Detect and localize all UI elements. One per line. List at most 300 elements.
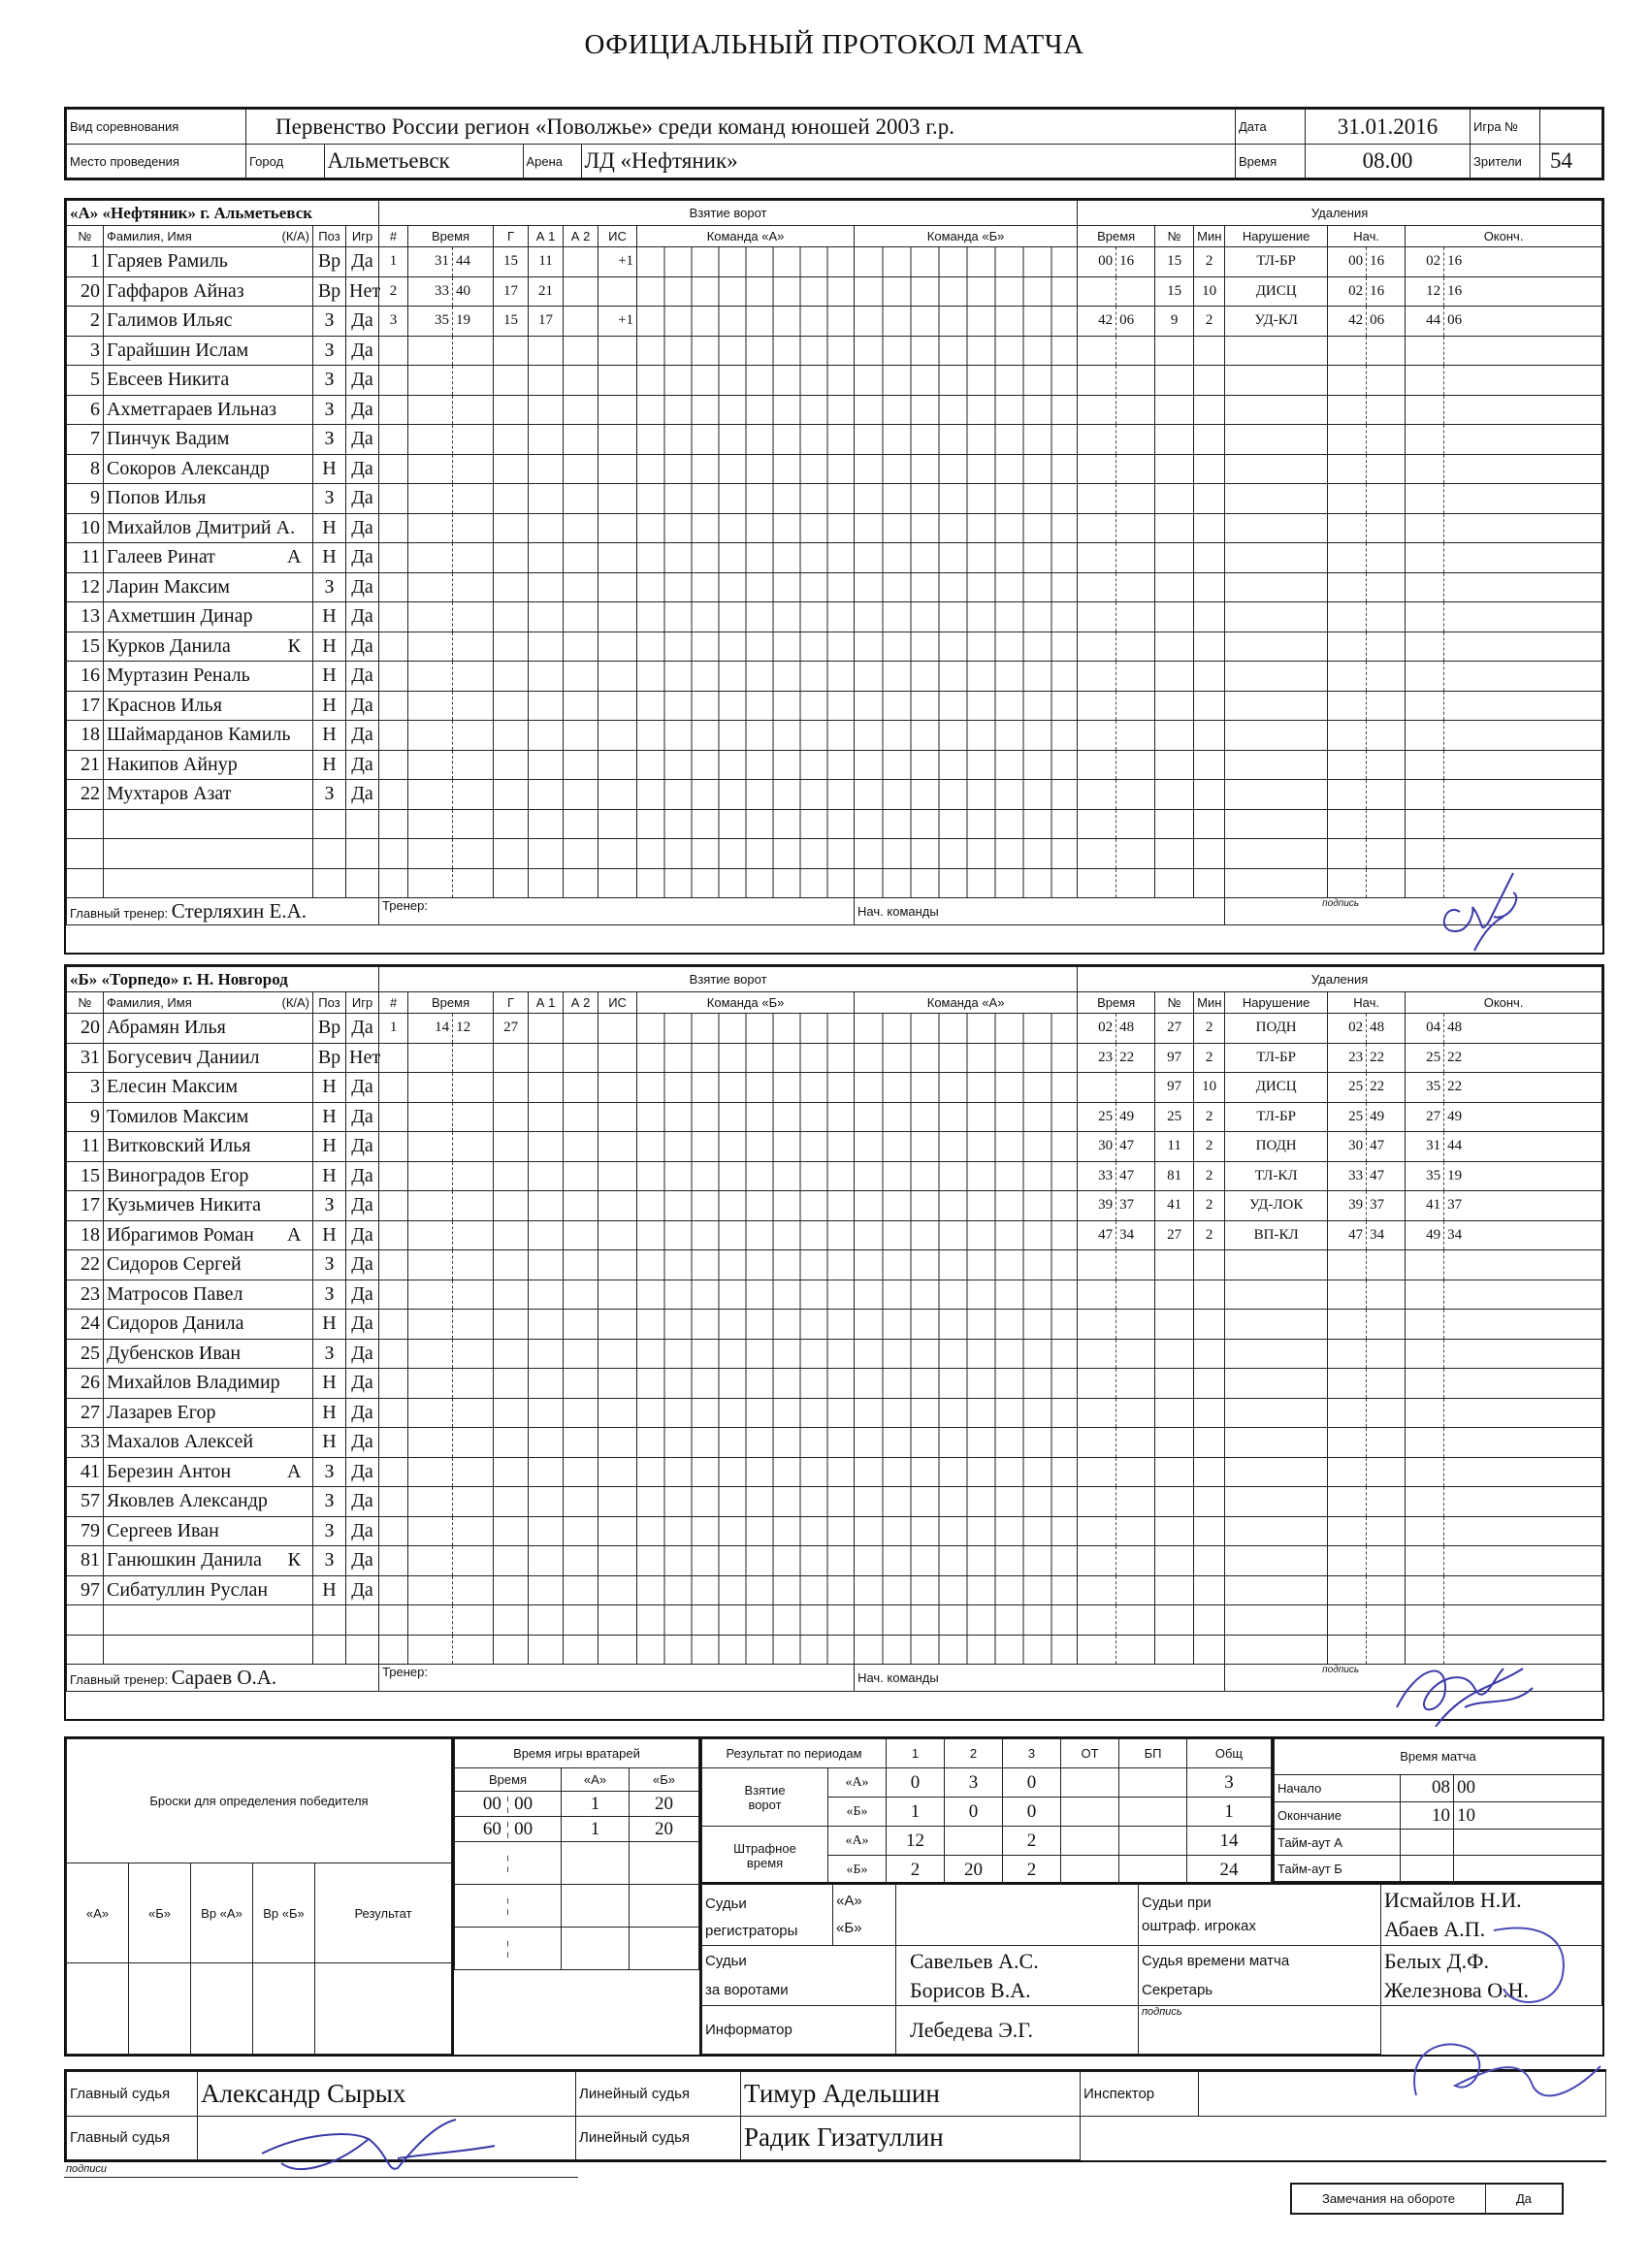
goal-minute: 31 — [408, 247, 453, 277]
team-a-row — [67, 425, 1602, 455]
periods-title: Результат по периодам — [702, 1739, 887, 1768]
team-a-team-chief: Нач. команды — [855, 898, 1225, 925]
player-name: Сокоров Александр — [104, 454, 276, 484]
penalty-end-sec: 22 — [1444, 1073, 1602, 1103]
player-played: Да — [346, 602, 379, 632]
total-label: Общ — [1187, 1739, 1272, 1768]
player-played: Да — [346, 1575, 379, 1605]
penalty-end-min: 35 — [1406, 1161, 1444, 1191]
player-name: Галимов Ильяс — [104, 307, 276, 337]
team-a-row — [67, 366, 1602, 396]
col-name — [104, 226, 313, 247]
gk-a-label: «А» — [562, 1768, 630, 1792]
penalty-second: 22 — [1116, 1043, 1155, 1073]
player-role — [276, 484, 313, 514]
player-role — [276, 454, 313, 484]
penalty-minutes: 10 — [1194, 1073, 1225, 1103]
team-a-row — [67, 721, 1602, 751]
player-name: Елесин Максим — [104, 1073, 276, 1103]
player-position: З — [313, 425, 346, 455]
player-role — [276, 1043, 313, 1073]
penA-row-label — [702, 1827, 828, 1885]
penalty-second: 34 — [1116, 1220, 1155, 1250]
player-played: Да — [346, 1250, 379, 1280]
penalty-minutes: 2 — [1194, 1102, 1225, 1132]
player-role — [276, 691, 313, 721]
penalty-minutes: 2 — [1194, 1014, 1225, 1044]
period-value: 14 — [1187, 1827, 1272, 1856]
penalty-second: 06 — [1116, 307, 1155, 337]
player-position: З — [313, 1516, 346, 1546]
goal-scorer: 27 — [494, 1014, 529, 1044]
player-number: 17 — [67, 1191, 104, 1221]
player-name: Ибрагимов Роман — [104, 1220, 276, 1250]
notes-label: Замечания на обороте — [1292, 2185, 1486, 2214]
arena-value: ЛД «Нефтяник» — [584, 148, 738, 173]
penalty-minute: 42 — [1078, 307, 1116, 337]
col-assist-2: А 2 — [564, 226, 598, 247]
gk-row-minute: 60 — [482, 1818, 501, 1839]
col-number: № — [67, 992, 104, 1014]
shootout-title: Броски для определения победителя — [67, 1739, 452, 1863]
gk-time-label: Время — [455, 1768, 562, 1792]
registrar-b-label: «Б» — [836, 1920, 862, 1936]
col-goal-time: Время — [408, 992, 494, 1014]
player-position: Н — [313, 513, 346, 543]
linesman-label-1: Линейный судья — [576, 2072, 741, 2117]
player-name: Ахметгараев Ильназ — [104, 395, 276, 425]
penalty-start-min: 47 — [1328, 1220, 1367, 1250]
player-role — [276, 1014, 313, 1044]
team-a-row — [67, 780, 1602, 810]
end-minute: 10 — [1454, 1801, 1602, 1829]
registrar-label-2: регистраторы — [705, 1923, 798, 1939]
gk-row-second: 00 — [514, 1818, 534, 1839]
game-number-value — [1540, 110, 1602, 145]
penalty-start-min: 02 — [1328, 1014, 1367, 1044]
team-b-title: «Б» «Торпедо» г. Н. Новгород — [67, 967, 379, 992]
player-position: З — [313, 1546, 346, 1576]
match-time-title: Время матча — [1275, 1739, 1602, 1775]
goal-assist-1 — [529, 1014, 564, 1044]
player-played: Да — [346, 513, 379, 543]
team-a-row — [67, 809, 1602, 839]
goal-judges-values — [896, 1946, 1139, 2006]
team-a-row — [67, 513, 1602, 543]
player-played: Да — [346, 1546, 379, 1576]
player-number: 25 — [67, 1339, 104, 1369]
penalty-start-sec: 06 — [1367, 307, 1406, 337]
penalty-infraction: ТЛ-БР — [1225, 1102, 1328, 1132]
informer-label: Информатор — [702, 2006, 896, 2055]
team-b-row — [67, 1132, 1602, 1162]
arena-label: Арена — [523, 145, 581, 178]
period-team-label: «Б» — [828, 1798, 887, 1827]
player-name: Курков Данила — [104, 632, 276, 662]
player-position: Н — [313, 750, 346, 780]
period-value: 24 — [1187, 1856, 1272, 1885]
timer-judge-label: Судья времени матча — [1142, 1952, 1290, 1969]
penalty-minute: 25 — [1078, 1102, 1116, 1132]
team-b-row — [67, 1191, 1602, 1221]
timer-secretary-labels — [1139, 1946, 1381, 2006]
player-role — [276, 247, 313, 277]
team-b-row — [67, 1487, 1602, 1517]
period-3-label: 3 — [1003, 1739, 1061, 1768]
penalty-infraction: ТЛ-БР — [1225, 1043, 1328, 1073]
team-a-row — [67, 662, 1602, 692]
goal-second: 44 — [453, 247, 494, 277]
col-played: Игр — [346, 992, 379, 1014]
penalty-end-sec: 37 — [1444, 1191, 1602, 1221]
player-number: 16 — [67, 662, 104, 692]
penalty-second: 47 — [1116, 1132, 1155, 1162]
penalty-end-sec: 16 — [1444, 276, 1602, 307]
goalsA-label-1: Взятие — [744, 1782, 786, 1798]
col-goal-time: Время — [408, 226, 494, 247]
goal-number: 1 — [379, 247, 408, 277]
team-a-row — [67, 247, 1602, 277]
coach-b-signature-icon — [1377, 1630, 1552, 1736]
goal-scorer: 15 — [494, 307, 529, 337]
period-value — [1119, 1856, 1187, 1885]
place-cell — [246, 145, 1236, 178]
penalty-end-sec: 48 — [1444, 1014, 1602, 1044]
player-position: Н — [313, 1220, 346, 1250]
player-played: Да — [346, 484, 379, 514]
penalty-player: 81 — [1155, 1161, 1194, 1191]
player-position: Н — [313, 602, 346, 632]
penalty-infraction: УД-КЛ — [1225, 307, 1328, 337]
penalty-second: 37 — [1116, 1191, 1155, 1221]
player-position: Н — [313, 1102, 346, 1132]
team-a-row — [67, 602, 1602, 632]
team-a-assistant-coach: Тренер: — [379, 898, 855, 925]
penalty-minutes: 2 — [1194, 307, 1225, 337]
penalty-minutes: 2 — [1194, 1043, 1225, 1073]
team-a-row — [67, 276, 1602, 307]
period-value: 2 — [1003, 1827, 1061, 1856]
penalty-player: 41 — [1155, 1191, 1194, 1221]
registrar-label — [702, 1885, 833, 1946]
goal-judges-label — [702, 1946, 896, 2006]
penalty-minutes: 2 — [1194, 1191, 1225, 1221]
player-role — [276, 780, 313, 810]
team-b-row — [67, 1310, 1602, 1340]
col-pen-end: Оконч. — [1406, 226, 1602, 247]
overtime-label: ОТ — [1061, 1739, 1119, 1768]
main-coach-value: Стерляхин Е.А. — [171, 899, 307, 923]
penalty-infraction: ДИСЦ — [1225, 276, 1328, 307]
goal-strength — [598, 1014, 637, 1044]
city-value: Альметьевск — [324, 145, 523, 178]
col-name — [104, 992, 313, 1014]
penalty-end-min: 25 — [1406, 1043, 1444, 1073]
player-number: 11 — [67, 1132, 104, 1162]
col-goal-num: # — [379, 226, 408, 247]
player-role: А — [276, 1220, 313, 1250]
penalty-judges-label-1: Судьи при — [1142, 1895, 1212, 1911]
period-value — [1119, 1798, 1187, 1827]
penalty-player: 15 — [1155, 276, 1194, 307]
goal-assist-1: 11 — [529, 247, 564, 277]
period-value — [945, 1827, 1003, 1856]
game-number-label: Игра № — [1471, 110, 1540, 145]
penalty-minute: 23 — [1078, 1043, 1116, 1073]
penalty-end-min: 31 — [1406, 1132, 1444, 1162]
player-role — [276, 1250, 313, 1280]
player-name: Томилов Максим — [104, 1102, 276, 1132]
col-strength: ИС — [598, 992, 637, 1014]
player-position: З — [313, 484, 346, 514]
penalty-player: 27 — [1155, 1014, 1194, 1044]
player-number: 22 — [67, 780, 104, 810]
penalty-start-min: 33 — [1328, 1161, 1367, 1191]
goal-second: 12 — [453, 1014, 494, 1044]
notes-box — [1290, 2183, 1564, 2215]
period-value: 0 — [945, 1798, 1003, 1827]
period-results-block — [701, 1738, 1274, 1884]
penalty-judge-2: Абаев А.П. — [1384, 1917, 1486, 1941]
penalty-start-sec: 22 — [1367, 1043, 1406, 1073]
penalty-minute — [1078, 1073, 1116, 1103]
page-title: ОФИЦИАЛЬНЫЙ ПРОТОКОЛ МАТЧА — [584, 29, 1084, 60]
period-value: 20 — [945, 1856, 1003, 1885]
player-role — [276, 1398, 313, 1428]
period-1-label: 1 — [887, 1739, 945, 1768]
period-team-label: «А» — [828, 1827, 887, 1856]
timeout-b-label: Тайм-аут Б — [1275, 1856, 1401, 1882]
period-value: 0 — [1003, 1798, 1061, 1827]
col-strength: ИС — [598, 226, 637, 247]
linesman-1: Тимур Адельшин — [741, 2072, 1081, 2117]
player-number: 20 — [67, 276, 104, 307]
player-played: Да — [346, 1369, 379, 1399]
penalty-minutes: 2 — [1194, 1220, 1225, 1250]
team-a-row — [67, 336, 1602, 366]
goal-number: 1 — [379, 1014, 408, 1044]
team-b-row — [67, 1546, 1602, 1576]
coach-a-signature-icon — [1416, 863, 1542, 960]
team-a-row — [67, 307, 1602, 337]
main-referee-label: Главный судья — [67, 2072, 198, 2117]
penalty-minutes: 2 — [1194, 1132, 1225, 1162]
penalty-minute: 02 — [1078, 1014, 1116, 1044]
penalty-start-min: 25 — [1328, 1102, 1367, 1132]
player-name: Муртазин Реналь — [104, 662, 276, 692]
player-number: 31 — [67, 1043, 104, 1073]
player-played: Да — [346, 1516, 379, 1546]
period-value — [1119, 1827, 1187, 1856]
player-position: Вр — [313, 1043, 346, 1073]
penalty-minutes: 2 — [1194, 1161, 1225, 1191]
player-position: Н — [313, 543, 346, 573]
player-name: Ганюшкин Данила — [104, 1546, 276, 1576]
team-b-coach-cell — [67, 1665, 379, 1692]
player-position: Н — [313, 632, 346, 662]
player-position: З — [313, 1280, 346, 1310]
penalty-judges-label-2: оштраф. игроках — [1142, 1918, 1256, 1934]
secretary-value: Железнова О.Н. — [1384, 1977, 1529, 2002]
period-value — [1061, 1768, 1119, 1798]
penalty-infraction: ВП-КЛ — [1225, 1220, 1328, 1250]
col-pen-min: Мин — [1194, 226, 1225, 247]
team-a-coach-cell — [67, 898, 379, 925]
team-b-row — [67, 1161, 1602, 1191]
period-value: 0 — [887, 1768, 945, 1798]
player-number: 18 — [67, 721, 104, 751]
player-position: Н — [313, 1398, 346, 1428]
player-played: Да — [346, 425, 379, 455]
player-position: З — [313, 1191, 346, 1221]
timer-judge-value: Белых Д.Ф. — [1384, 1948, 1490, 1973]
player-position: З — [313, 1339, 346, 1369]
player-role — [276, 1280, 313, 1310]
player-number: 5 — [67, 366, 104, 396]
player-position: Н — [313, 1575, 346, 1605]
registrar-label-1: Судьи — [705, 1895, 747, 1912]
goal-assist-2 — [564, 276, 598, 307]
player-played: Нет — [346, 276, 379, 307]
col-lineup-own: Команда «А» — [637, 226, 855, 247]
city-label: Город — [246, 145, 324, 178]
player-role — [276, 1310, 313, 1340]
team-a-section — [64, 198, 1604, 955]
player-number: 8 — [67, 454, 104, 484]
player-number: 10 — [67, 513, 104, 543]
goalkeeper-time-block: Время игры вратарей Время «А» «Б» 00 ¦ 00 1 20 60 ¦ 00 1 20 ¦ ¦ ¦ — [454, 1738, 701, 2055]
spectators-value: 54 — [1540, 145, 1602, 178]
player-role — [276, 1575, 313, 1605]
shootout-gk-a-label: Вр «А» — [191, 1863, 253, 1963]
player-position: З — [313, 395, 346, 425]
penalty-infraction: УД-ЛОК — [1225, 1191, 1328, 1221]
shootout-block — [66, 1738, 454, 2055]
penalty-judges-label — [1139, 1885, 1381, 1946]
penalty-infraction: ДИСЦ — [1225, 1073, 1328, 1103]
player-number: 6 — [67, 395, 104, 425]
period-value: 12 — [887, 1827, 945, 1856]
penalty-start-sec: 34 — [1367, 1220, 1406, 1250]
player-position: Н — [313, 454, 346, 484]
player-role — [276, 307, 313, 337]
goal-second: 40 — [453, 276, 494, 307]
goal-judges-label-2: за воротами — [705, 1981, 789, 1998]
col-pen-num: № — [1155, 992, 1194, 1014]
player-position: З — [313, 336, 346, 366]
team-a-row — [67, 691, 1602, 721]
player-number: 27 — [67, 1398, 104, 1428]
col-lineup-own: Команда «Б» — [637, 992, 855, 1014]
penalty-infraction: ПОДН — [1225, 1014, 1328, 1044]
goal-assist-1: 21 — [529, 276, 564, 307]
shootout-result-label: Результат — [315, 1863, 452, 1963]
penalty-minute: 39 — [1078, 1191, 1116, 1221]
shootout-gk-b-label: Вр «Б» — [253, 1863, 315, 1963]
period-value — [1061, 1827, 1119, 1856]
player-played: Да — [346, 1132, 379, 1162]
player-position: Н — [313, 721, 346, 751]
team-a-row — [67, 454, 1602, 484]
period-value — [1061, 1856, 1119, 1885]
penalty-end-sec: 49 — [1444, 1102, 1602, 1132]
period-value — [1061, 1798, 1119, 1827]
player-number: 24 — [67, 1310, 104, 1340]
player-played: Да — [346, 1428, 379, 1458]
col-lineup-opp: Команда «Б» — [855, 226, 1078, 247]
timeout-a-label: Тайм-аут А — [1275, 1830, 1401, 1856]
shootout-b-label: «Б» — [129, 1863, 191, 1963]
penalty-minutes: 10 — [1194, 276, 1225, 307]
penalty-end-min: 41 — [1406, 1191, 1444, 1221]
col-pen-start: Нач. — [1328, 226, 1406, 247]
player-role — [276, 366, 313, 396]
player-position: Н — [313, 1310, 346, 1340]
penalty-start-min: 23 — [1328, 1043, 1367, 1073]
player-position: Н — [313, 662, 346, 692]
penalty-end-sec: 16 — [1444, 247, 1602, 277]
penalty-player: 27 — [1155, 1220, 1194, 1250]
date-label: Дата — [1236, 110, 1306, 145]
team-b-sign-label: подпись — [1225, 1665, 1602, 1692]
player-position: Вр — [313, 1014, 346, 1044]
period-value: 1 — [1187, 1798, 1272, 1827]
player-role: А — [276, 1457, 313, 1487]
player-number: 3 — [67, 1073, 104, 1103]
player-position: Вр — [313, 276, 346, 307]
team-b-row — [67, 1398, 1602, 1428]
penalty-infraction: ТЛ-БР — [1225, 247, 1328, 277]
player-role — [276, 662, 313, 692]
player-played: Да — [346, 1398, 379, 1428]
officials-sign-label: подпись — [1139, 2006, 1381, 2055]
penalty-infraction: ПОДН — [1225, 1132, 1328, 1162]
team-b-row — [67, 1043, 1602, 1073]
player-played: Да — [346, 1457, 379, 1487]
team-b-row — [67, 1457, 1602, 1487]
competition-label: Вид соревнования — [67, 110, 246, 145]
player-position: З — [313, 1457, 346, 1487]
col-number: № — [67, 226, 104, 247]
penalty-second — [1116, 276, 1155, 307]
team-a-row — [67, 572, 1602, 602]
start-hour: 08 — [1401, 1774, 1454, 1801]
player-position: З — [313, 366, 346, 396]
col-lineup-opp: Команда «А» — [855, 992, 1078, 1014]
player-role — [276, 1191, 313, 1221]
player-number: 2 — [67, 307, 104, 337]
penalty-start-sec: 47 — [1367, 1161, 1406, 1191]
penalty-start-sec: 22 — [1367, 1073, 1406, 1103]
col-assist-2: А 2 — [564, 992, 598, 1014]
main-referee-1: Александр Сырых — [198, 2072, 576, 2117]
player-role — [276, 750, 313, 780]
penalty-second: 49 — [1116, 1102, 1155, 1132]
player-number: 41 — [67, 1457, 104, 1487]
player-played: Да — [346, 1310, 379, 1340]
goal-minute: 33 — [408, 276, 453, 307]
time-value: 08.00 — [1306, 145, 1471, 178]
player-role — [276, 1428, 313, 1458]
player-played: Да — [346, 632, 379, 662]
player-position: З — [313, 1487, 346, 1517]
main-coach-label: Главный тренер: — [70, 1672, 169, 1687]
period-value: 3 — [945, 1768, 1003, 1798]
player-role — [276, 425, 313, 455]
penalty-start-sec: 47 — [1367, 1132, 1406, 1162]
penalty-second: 48 — [1116, 1014, 1155, 1044]
informer-value: Лебедева Э.Г. — [896, 2006, 1139, 2055]
